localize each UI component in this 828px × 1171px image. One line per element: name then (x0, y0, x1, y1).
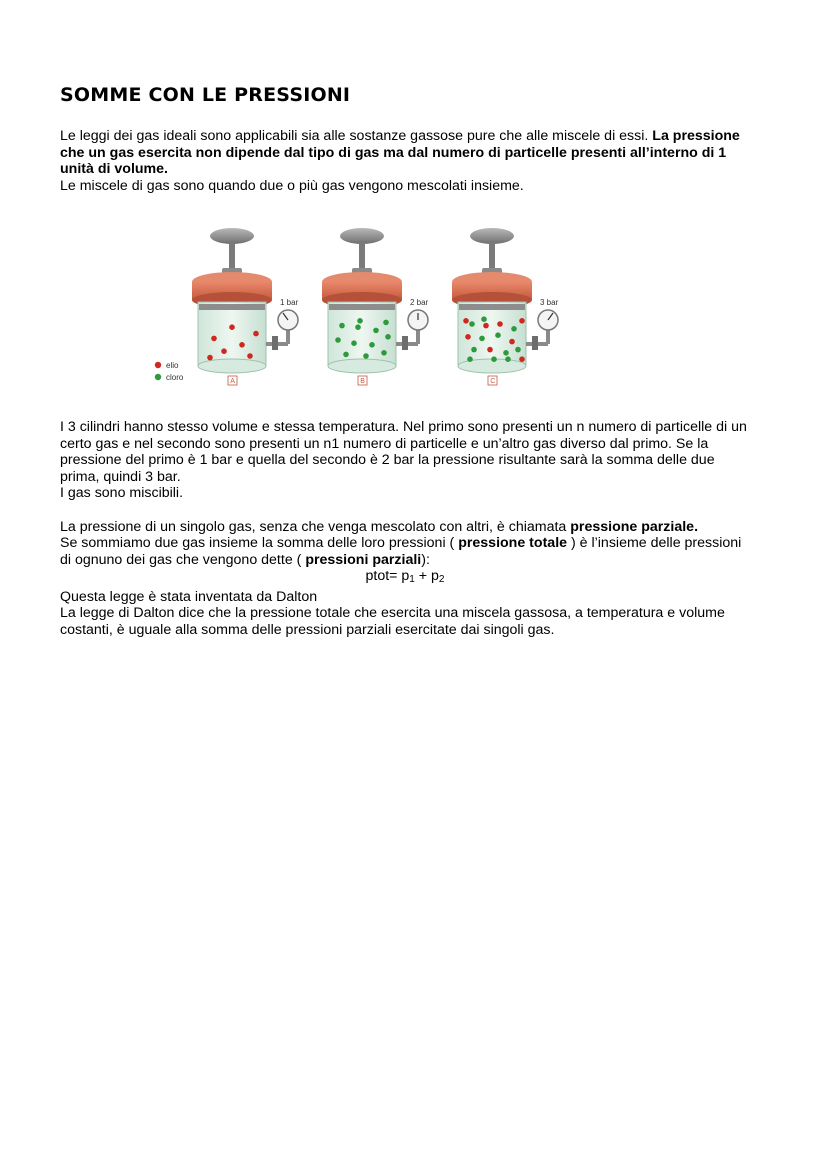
gas-particle (495, 332, 501, 338)
mixtures-paragraph: Le miscele di gas sono quando due o più gas vengono mescolati insieme. (60, 177, 524, 194)
cylinders-explanation: I 3 cilindri hanno stesso volume e stessa temperatura. Nel primo sono presenti un n numero di particelle di un certo gas e nel secondo sono presenti un n1 numero di particelle e un’altro gas diverso dal primo. Se la pressione del primo è 1 bar e quella del secondo è 2 bar la pressione risultante sarà la somma delle due prima, quindi 3 bar. (60, 419, 747, 485)
piston-rod (229, 242, 235, 272)
dalton-formula (60, 568, 750, 589)
formula-sub-2: 2 (438, 574, 445, 585)
gas-particle (239, 342, 245, 348)
gauge-label: 3 bar (540, 298, 559, 307)
gas-particle (463, 318, 469, 324)
gas-particle (369, 342, 375, 348)
legend-dot-cloro (155, 374, 161, 380)
gas-particle (355, 324, 361, 330)
page-title: SOMME CON LE PRESSIONI (60, 84, 351, 106)
gas-particle (229, 324, 235, 330)
cylinder-base (198, 359, 266, 373)
cylinder-c (452, 228, 559, 385)
valve (272, 336, 278, 350)
gas-particle (383, 320, 389, 326)
cylinder-letter: B (360, 378, 365, 385)
piston-plate (329, 304, 395, 310)
gas-particle (487, 347, 493, 353)
piston-rod (359, 242, 365, 272)
total-pressure-text-b: ) è l’insieme delle pressioni di ognuno dei gas che vengono dette ( (60, 535, 742, 568)
total-pressure-text-c: ): (421, 551, 430, 568)
gas-particle (515, 347, 521, 353)
piston-plate (199, 304, 265, 310)
gas-particle (221, 348, 227, 354)
gas-particle (465, 334, 471, 340)
gauge-label: 1 bar (280, 298, 299, 307)
total-pressure-term: pressione totale (458, 535, 568, 551)
intro-bold-text: La pressione che un gas esercita non dipende dal tipo di gas ma dal numero di particelle presenti all’interno di 1 unità di volume. (60, 128, 740, 177)
partial-pressure-paragraph (60, 519, 750, 536)
piston-rod (489, 242, 495, 272)
legend-label-cloro: cloro (166, 373, 184, 382)
cylinder-base (328, 359, 396, 373)
piston-knob (470, 228, 514, 244)
cylinder-a (192, 228, 299, 385)
gas-particle (491, 356, 497, 362)
total-pressure-paragraph (60, 535, 750, 568)
valve (402, 336, 408, 350)
gas-particle (481, 316, 487, 322)
gas-particle (385, 334, 391, 340)
cylinder-glass (458, 302, 526, 366)
total-pressure-text-a: Se sommiamo due gas insieme la somma delle loro pressioni ( (60, 535, 459, 551)
intro-paragraph (60, 128, 750, 178)
legend-label-elio: elio (166, 361, 179, 370)
gas-particle (343, 352, 349, 358)
document-page (60, 84, 750, 638)
gas-particle (505, 356, 511, 362)
formula-sub-1: 1 (409, 574, 415, 585)
miscible-note: I gas sono miscibili. (60, 485, 184, 501)
piston-knob (340, 228, 384, 244)
gas-particle (467, 356, 473, 362)
gas-particle (497, 321, 503, 327)
legend (155, 361, 184, 382)
piston-knob (210, 228, 254, 244)
cylinders-figure (60, 224, 750, 399)
intro-text: Le leggi dei gas ideali sono applicabili sia alle sostanze gassose pure che alle miscele di essi. (60, 128, 653, 144)
cylinder-glass (328, 302, 396, 366)
gas-particle (509, 339, 515, 345)
gas-particle (211, 336, 217, 342)
gas-particle (373, 328, 379, 334)
gas-particle (471, 347, 477, 353)
gas-particle (479, 336, 485, 342)
partial-pressures-term: pressioni parziali (305, 551, 422, 568)
cylinders-illustration (60, 224, 750, 399)
piston-plate (459, 304, 525, 310)
gas-particle (483, 323, 489, 329)
cylinder-b (322, 228, 429, 385)
dalton-attribution: Questa legge è stata inventata da Dalton (60, 588, 318, 605)
legend-dot-elio (155, 362, 161, 368)
gas-particle (469, 321, 475, 327)
gas-particle (381, 350, 387, 356)
valve (532, 336, 538, 350)
partial-pressure-term: pressione parziale. (570, 518, 699, 535)
gas-particle (207, 355, 213, 361)
gas-particle (503, 350, 509, 356)
formula-lhs: ptot= p (365, 568, 410, 584)
gas-particle (519, 356, 525, 362)
cylinder-letter: C (490, 378, 496, 385)
partial-pressure-text: La pressione di un singolo gas, senza che venga mescolato con altri, è chiamata (60, 518, 571, 535)
gas-particle (339, 323, 345, 329)
gas-particle (511, 326, 517, 332)
formula-plus: + p (414, 568, 439, 584)
dalton-law-paragraph: La legge di Dalton dice che la pressione totale che esercita una miscela gassosa, a temperatura e volume costanti, è uguale alla somma delle pressioni parziali esercitate dai singoli gas. (60, 605, 725, 638)
gauge-label: 2 bar (410, 298, 429, 307)
gas-particle (363, 353, 369, 359)
gas-particle (253, 331, 259, 337)
gas-particle (351, 340, 357, 346)
gas-particle (357, 318, 363, 324)
gas-particle (247, 353, 253, 359)
gas-particle (519, 318, 525, 324)
gas-particle (335, 337, 341, 343)
cylinder-letter: A (230, 378, 235, 385)
